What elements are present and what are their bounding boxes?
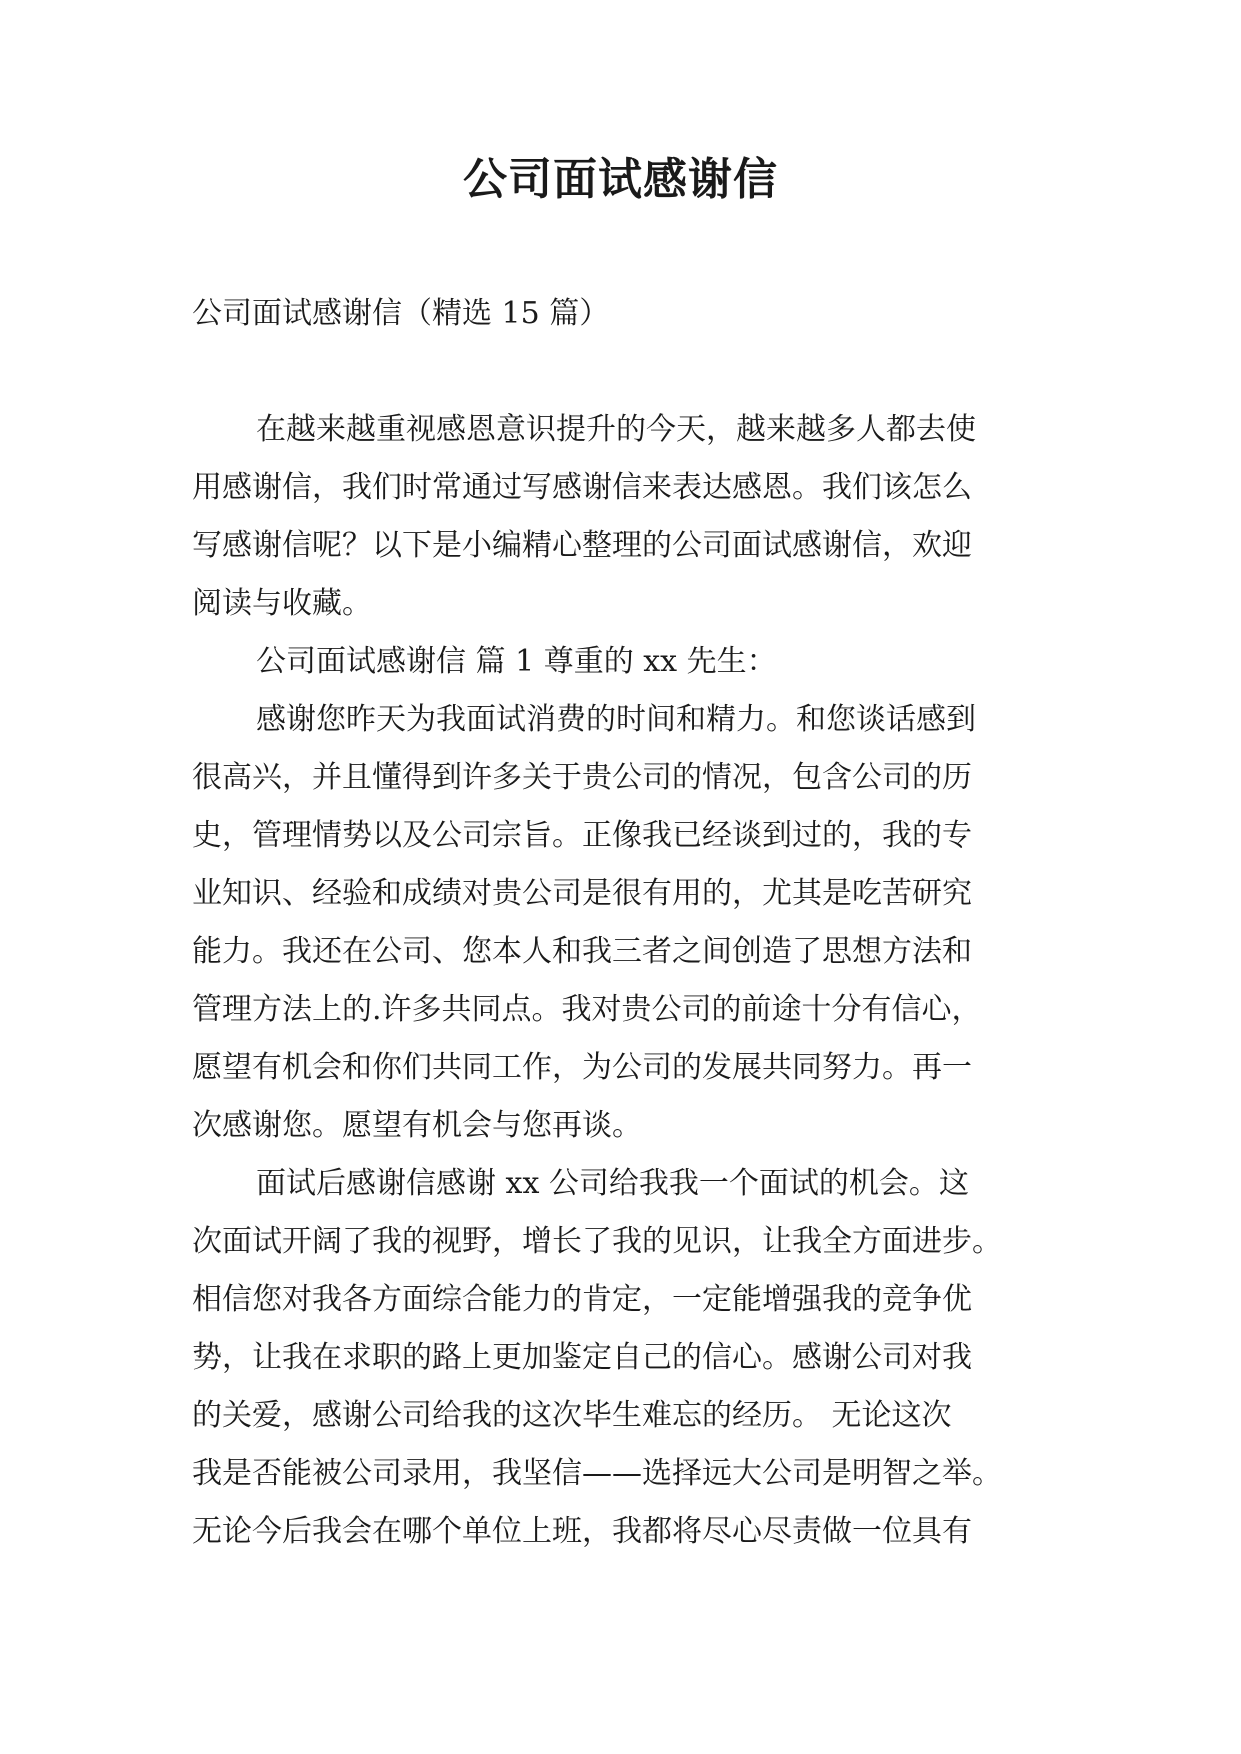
text-line: 面试后感谢信感谢 xx 公司给我我一个面试的机会。这 [256,1166,969,1201]
text-line: 能力。我还在公司、您本人和我三者之间创造了思想方法和 [192,934,972,969]
text-line: 的关爱，感谢公司给我的这次毕生难忘的经历。 无论这次 [192,1398,952,1433]
text-line: 阅读与收藏。 [192,586,372,621]
document-body [192,401,1052,1561]
text-line: 愿望有机会和你们共同工作，为公司的发展共同努力。再一 [192,1050,972,1085]
letter-body-paragraph [192,691,1052,1155]
text-line: 相信您对我各方面综合能力的肯定，一定能增强我的竞争优 [192,1282,972,1317]
text-line: 次感谢您。愿望有机会与您再谈。 [192,1108,642,1143]
text-line: 公司面试感谢信 篇 1 尊重的 xx 先生： [256,644,777,679]
text-line: 我是否能被公司录用，我坚信——选择远大公司是明智之举。 [192,1456,1002,1491]
text-line: 次面试开阔了我的视野，增长了我的见识，让我全方面进步。 [192,1224,1002,1259]
post-interview-paragraph [192,1155,1052,1561]
document-subtitle: 公司面试感谢信（精选 15 篇） [192,296,610,331]
text-line: 无论今后我会在哪个单位上班，我都将尽心尽责做一位具有 [192,1514,972,1549]
text-line: 业知识、经验和成绩对贵公司是很有用的，尤其是吃苦研究 [192,876,972,911]
text-line: 写感谢信呢？以下是小编精心整理的公司面试感谢信，欢迎 [192,528,972,563]
text-line: 感谢您昨天为我面试消费的时间和精力。和您谈话感到 [256,702,976,737]
text-line: 势，让我在求职的路上更加鉴定自己的信心。感谢公司对我 [192,1340,972,1375]
text-line: 用感谢信，我们时常通过写感谢信来表达感恩。我们该怎么 [192,470,972,505]
text-line: 史，管理情势以及公司宗旨。正像我已经谈到过的，我的专 [192,818,972,853]
text-line: 在越来越重视感恩意识提升的今天，越来越多人都去使 [256,412,976,447]
intro-paragraph [192,401,1052,633]
document-title: 公司面试感谢信 [463,154,778,205]
letter-heading-paragraph [192,633,1052,691]
text-line: 很高兴，并且懂得到许多关于贵公司的情况，包含公司的历 [192,760,972,795]
text-line: 管理方法上的.许多共同点。我对贵公司的前途十分有信心， [192,992,982,1027]
